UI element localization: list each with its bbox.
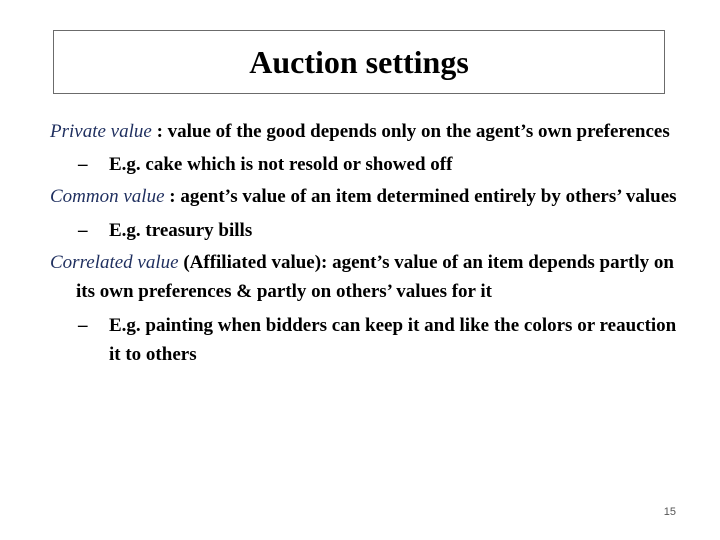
dash-bullet: – — [78, 154, 88, 175]
term-private-value: Private value — [50, 121, 152, 142]
bullet-common-value — [50, 182, 690, 211]
definition-correlated-value: (Affiliated value): agent’s value of an item depends partly on its own preferences & partly on others’ values for it — [76, 252, 674, 302]
bullet-private-value — [50, 118, 690, 145]
definition-common-value: : agent’s value of an item determined entirely by others’ values — [164, 186, 677, 207]
example-private-value — [78, 150, 690, 179]
dash-bullet: – — [78, 220, 88, 241]
slide-title: Auction settings — [249, 43, 469, 80]
title-box — [53, 30, 665, 94]
example-text: E.g. painting when bidders can keep it and like the colors or reauction it to others — [109, 315, 677, 365]
page-number: 15 — [663, 506, 676, 518]
example-common-value — [78, 216, 690, 245]
example-correlated-value — [78, 311, 690, 369]
slide-content — [50, 118, 690, 372]
dash-bullet: – — [78, 315, 88, 336]
term-correlated-value: Correlated value — [50, 252, 179, 273]
bullet-correlated-value — [50, 248, 690, 306]
definition-private-value: : value of the good depends only on the agent’s own preferences — [151, 121, 670, 142]
example-text: E.g. cake which is not resold or showed off — [109, 154, 453, 175]
example-text: E.g. treasury bills — [109, 220, 253, 241]
term-common-value: Common value — [50, 186, 165, 207]
